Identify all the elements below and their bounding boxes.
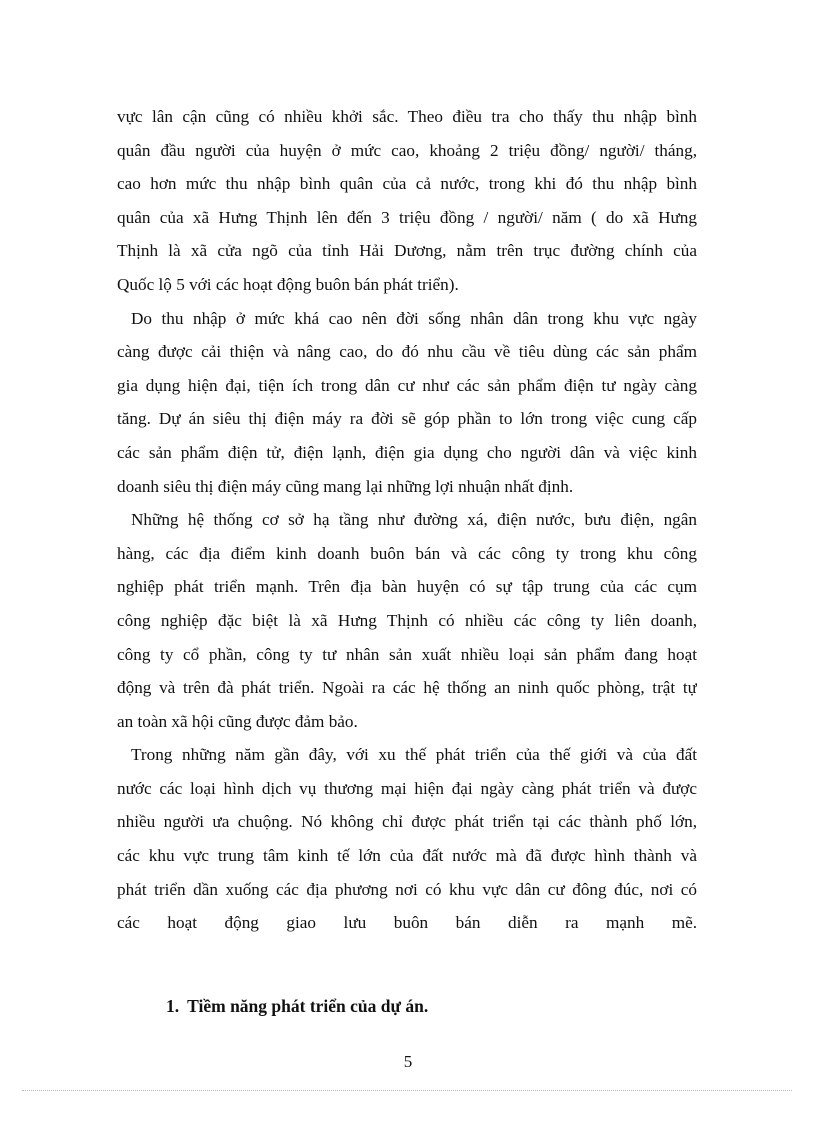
text-line: các sản phẩm điện tử, điện lạnh, điện gia dụng cho người dân và việc kinh [117,442,697,462]
text-line: tăng. Dự án siêu thị điện máy ra đời sẽ góp phần to lớn trong việc cung cấp [117,409,697,429]
text-line: cao hơn mức thu nhập bình quân của cả nước, trong khi đó thu nhập bình [117,174,697,194]
text-line: gia dụng hiện đại, tiện ích trong dân cư như các sản phẩm điện tư ngày càng [117,375,697,395]
text-line: quân đầu người của huyện ở mức cao, khoảng 2 triệu đồng/ người/ tháng, [117,140,697,160]
text-line: động và trên đà phát triển. Ngoài ra các hệ thống an ninh quốc phòng, trật tự [117,678,697,698]
text-line: Trong những năm gần đây, với xu thế phát triển của thế giới và của đất [131,745,697,765]
text-line: các hoạt động giao lưu buôn bán diễn ra mạnh mẽ. [117,913,697,933]
text-line: quân của xã Hưng Thịnh lên đến 3 triệu đồng / người/ năm ( do xã Hưng [117,207,697,227]
text-line: các khu vực trung tâm kinh tế lớn của đất nước mà đã được hình thành và [117,846,697,866]
paragraph-infrastructure [117,503,697,738]
text-line: công ty cổ phần, công ty tư nhân sản xuất nhiều loại sản phẩm đang hoạt [117,644,697,664]
section-number: 1. [166,996,180,1016]
text-line: doanh siêu thị điện máy cũng mang lại những lợi nhuận nhất định. [117,476,574,496]
text-line: càng được cải thiện và nâng cao, do đó nhu cầu về tiêu dùng các sản phẩm [117,342,697,362]
text-line: Những hệ thống cơ sở hạ tầng như đường xá, điện nước, bưu điện, ngân [131,510,697,530]
text-line: nhiều người ưa chuộng. Nó không chỉ được phát triển tại các thành phố lớn, [117,812,697,832]
section-heading [166,992,428,1020]
text-line: nghiệp phát triển mạnh. Trên địa bàn huyện có sự tập trung của các cụm [117,577,697,597]
page-number: 5 [403,1052,413,1071]
text-line: hàng, các địa điểm kinh doanh buôn bán và các công ty trong khu công [117,543,697,563]
paragraph-trends [117,738,697,940]
text-line: phát triển dần xuống các địa phương nơi có khu vực dân cư đông đúc, nơi có [117,879,697,899]
section-title: Tiềm năng phát triển của dự án. [187,996,429,1016]
text-line: nước các loại hình dịch vụ thương mại hiện đại ngày càng phát triển và được [117,778,697,798]
body-text [117,100,697,940]
text-line: Do thu nhập ở mức khá cao nên đời sống nhân dân trong khu vực ngày [131,308,697,328]
text-line: Thịnh là xã cửa ngõ của tỉnh Hải Dương, nằm trên trục đường chính của [117,241,697,261]
text-line: an toàn xã hội cũng được đảm bảo. [117,711,358,731]
paragraph-income [117,100,697,302]
text-line: Quốc lộ 5 với các hoạt động buôn bán phát triển). [117,274,459,294]
text-line: vực lân cận cũng có nhiều khởi sắc. Theo điều tra cho thấy thu nhập bình [117,107,697,126]
paragraph-demand [117,302,697,504]
footer-divider [22,1090,792,1091]
text-line: công nghiệp đặc biệt là xã Hưng Thịnh có nhiều các công ty liên doanh, [117,610,697,630]
